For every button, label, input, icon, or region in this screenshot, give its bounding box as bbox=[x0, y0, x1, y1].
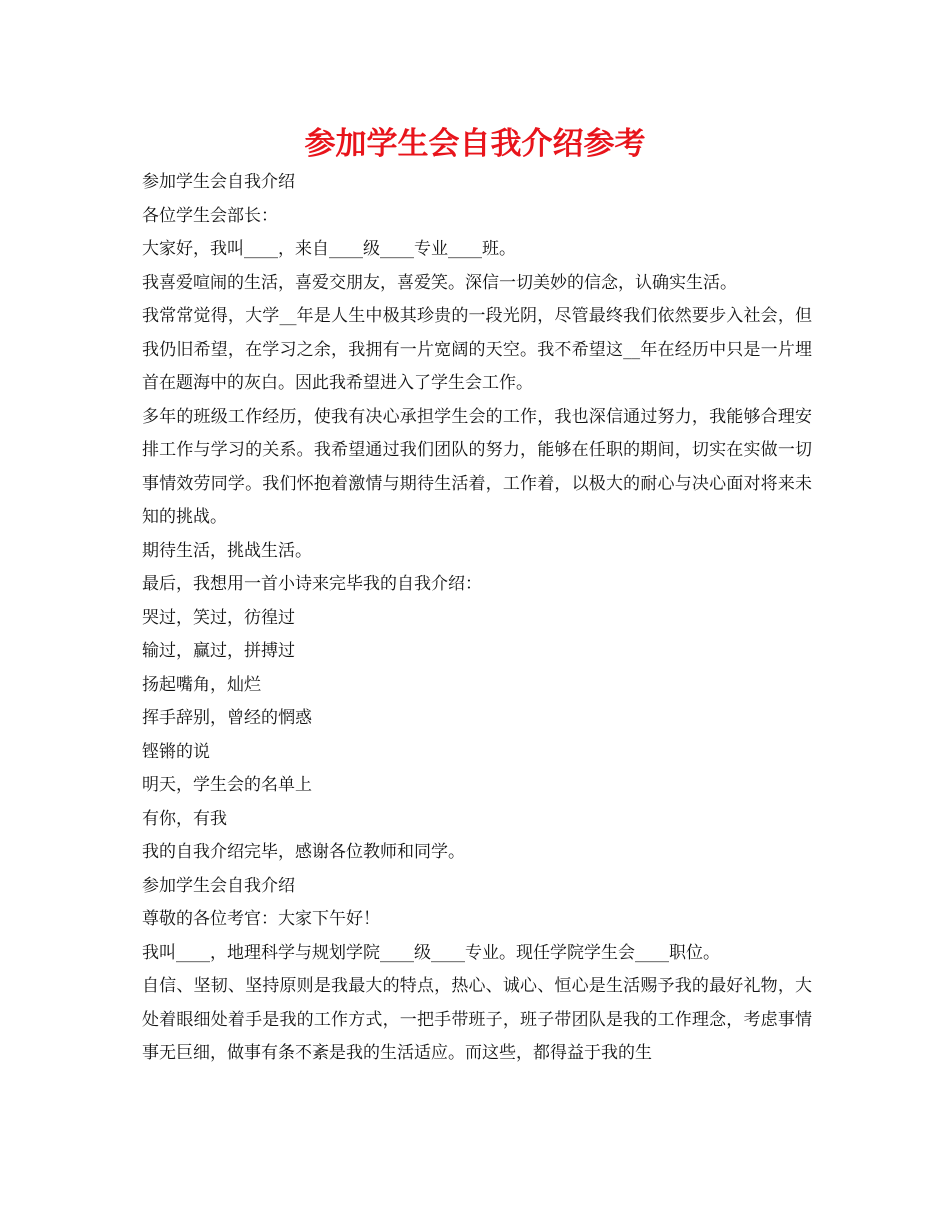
paragraph: 我的自我介绍完毕，感谢各位教师和同学。 bbox=[142, 842, 465, 862]
paragraph: 多年的班级工作经历，使我有决心承担学生会的工作，我也深信通过努力，我能够合理安排工作与学习的关系。我希望通过我们团队的努力，能够在任职的期间，切实在实做一切事情效劳同学。我们怀抱着激情与期待生活着，工作着，以极大的耐心与决心面对将来未知的挑战。 bbox=[142, 406, 812, 527]
paragraph: 自信、坚韧、坚持原则是我最大的特点，热心、诚心、恒心是生活赐予我的最好礼物，大处着眼细处着手是我的工作方式，一把手带班子，班子带团队是我的工作理念，考虑事情事无巨细，做事有条不紊是我的生活适应。而这些，都得益于我的生 bbox=[142, 976, 812, 1063]
paragraph: 大家好，我叫____，来自____级____专业____班。 bbox=[142, 239, 516, 259]
paragraph: 参加学生会自我介绍 bbox=[142, 172, 295, 192]
paragraph: 最后，我想用一首小诗来完毕我的自我介绍： bbox=[142, 574, 482, 594]
poem-line: 明天，学生会的名单上 bbox=[142, 775, 312, 795]
paragraph: 尊敬的各位考官：大家下午好！ bbox=[142, 909, 380, 929]
poem-line: 铿锵的说 bbox=[142, 741, 210, 762]
paragraph: 我叫____，地理科学与规划学院____级____专业。现任学院学生会____职位。 bbox=[142, 942, 720, 963]
document-title: 参加学生会自我介绍参考 bbox=[304, 126, 646, 162]
paragraph: 各位学生会部长： bbox=[142, 205, 278, 226]
poem-line: 哭过，笑过，彷徨过 bbox=[142, 607, 295, 628]
paragraph: 参加学生会自我介绍 bbox=[142, 875, 295, 896]
paragraph: 我常常觉得，大学__年是人生中极其珍贵的一段光阴，尽管最终我们依然要步入社会，但我仍旧希望，在学习之余，我拥有一片宽阔的天空。我不希望这__年在经历中只是一片埋首在题海中的灰白。因此我希望进入了学生会工作。 bbox=[142, 306, 812, 393]
paragraph: 期待生活，挑战生活。 bbox=[142, 540, 312, 561]
poem-line: 挥手辞别，曾经的惘惑 bbox=[142, 708, 312, 728]
paragraph: 我喜爱喧闹的生活，喜爱交朋友，喜爱笑。深信一切美妙的信念，认确实生活。 bbox=[142, 272, 737, 293]
poem-line: 扬起嘴角，灿烂 bbox=[142, 674, 261, 695]
poem-line: 输过，赢过，拼搏过 bbox=[142, 641, 295, 661]
document-body bbox=[142, 166, 812, 1071]
poem-line: 有你，有我 bbox=[142, 808, 227, 829]
